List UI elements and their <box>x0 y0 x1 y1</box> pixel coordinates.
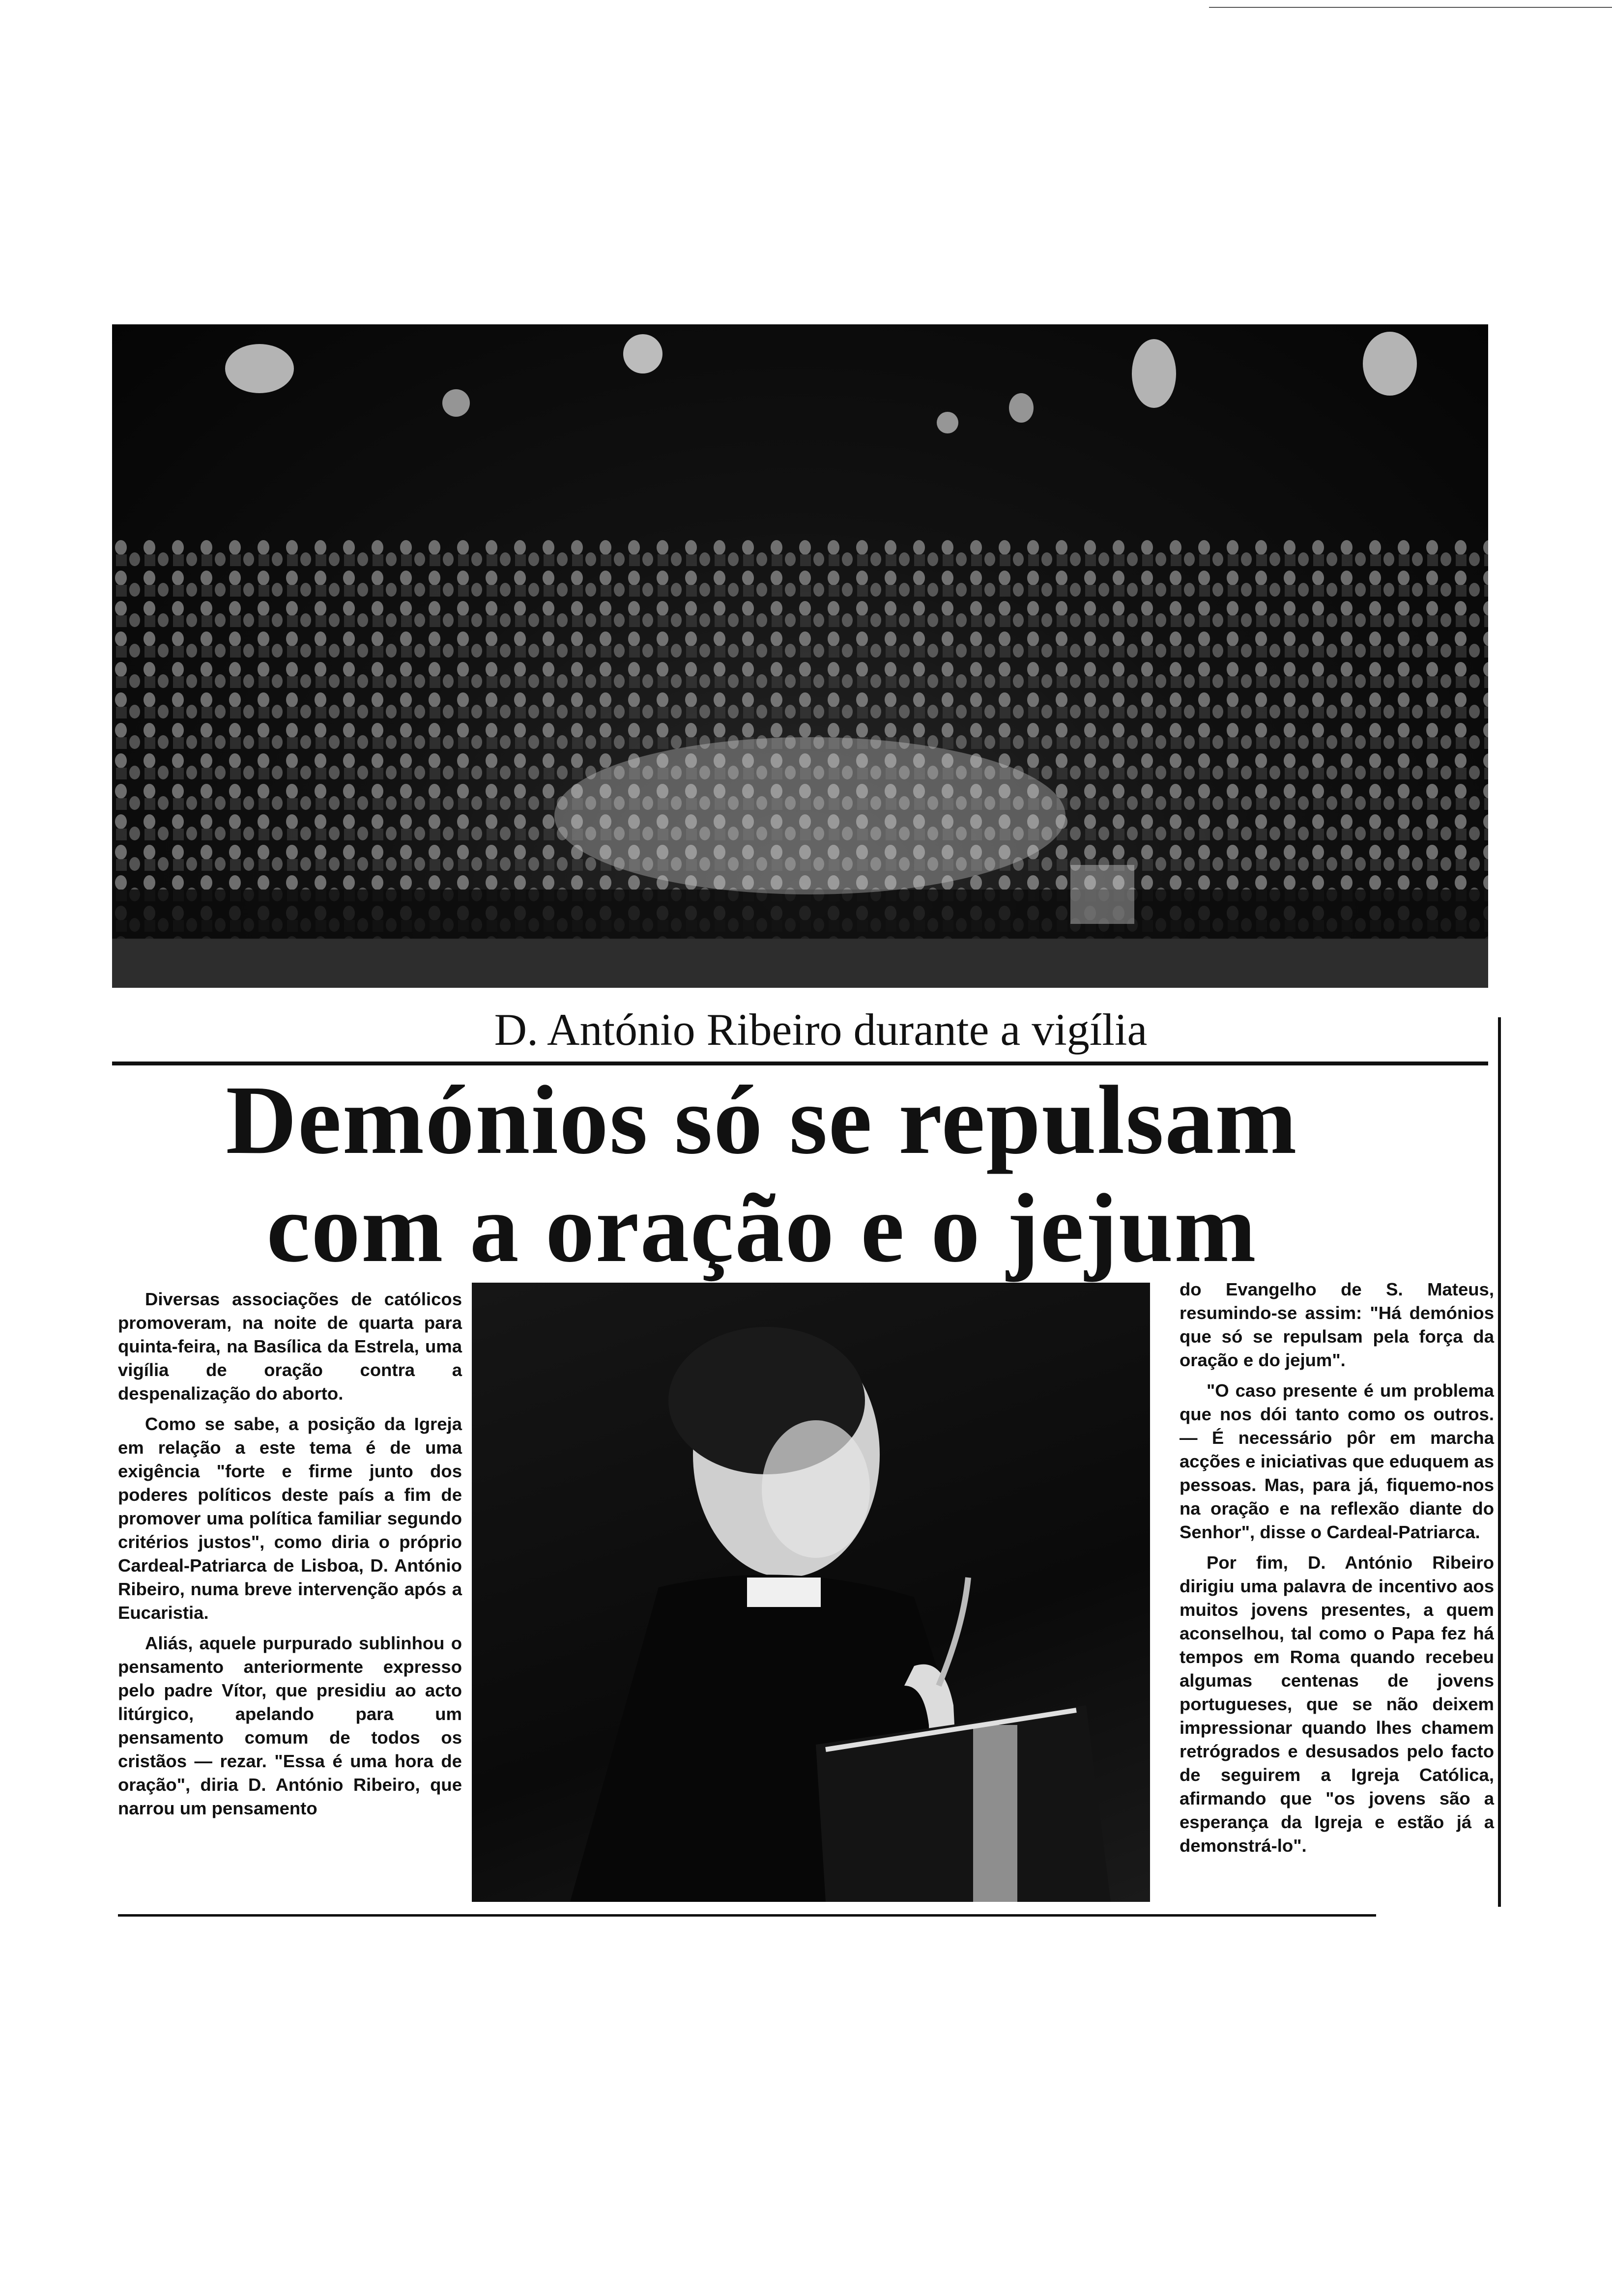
paragraph: "O caso presente é um problema que nos dói tanto como os outros. — É necessário pôr em marcha acções e iniciativas que eduquem as pessoas. Mas, para já, fiquemo-nos na oração e na reflexão diante do Senhor", disse o Cardeal-Patriarca. <box>1180 1380 1494 1542</box>
scan-edge-line <box>1209 7 1612 8</box>
paragraph: Por fim, D. António Ribeiro dirigiu uma palavra de incentivo aos muitos jovens presentes, a quem aconselhou, tal como o Papa fez há tempos em Roma quando recebeu algumas centenas de jovens portugueses, que se não deixem impressionar quando lhes chamem retrógrados e desusados pelo facto de seguirem a Igreja Católica, afirmando que "os jovens são a esperança da Igreja e estão já a demonstrá-lo". <box>1180 1552 1494 1856</box>
paragraph: Como se sabe, a posição da Igreja em relação a este tema é de uma exigência "forte e firme junto dos poderes políticos deste país a fim de promover uma política familiar segundo critérios justos", como diria o próprio Cardeal-Patriarca de Lisboa, D. António Ribeiro, numa breve intervenção após a Eucaristia. <box>118 1414 462 1623</box>
headline-line-1: Demónios só se repulsam <box>226 1066 1298 1175</box>
crowd-photo <box>112 324 1488 988</box>
crowd-illustration <box>112 324 1488 988</box>
headline-line-2: com a oração e o jejum <box>266 1174 1257 1283</box>
photo-caption: D. António Ribeiro durante a vigília <box>494 1004 1148 1055</box>
article-bottom-rule <box>118 1914 1376 1917</box>
caption-rule <box>112 1062 1488 1065</box>
article-left-column <box>118 1288 462 1827</box>
article-right-column <box>1180 1278 1494 1865</box>
cardinal-portrait-photo <box>472 1283 1150 1902</box>
paragraph: do Evangelho de S. Mateus, resumindo-se assim: "Há demónios que só se repulsam pela força da oração e do jejum". <box>1180 1279 1494 1370</box>
paragraph: Aliás, aquele purpurado sublinhou o pensamento anteriormente expresso pelo padre Vítor, que presidiu ao acto litúrgico, apelando para um pensamento comum de todos os cristãos — rezar. "Essa é uma hora de oração", diria D. António Ribeiro, que narrou um pensamento <box>118 1633 462 1818</box>
headline <box>147 1066 1376 1283</box>
portrait-illustration <box>472 1283 1150 1902</box>
paragraph: Diversas associações de católicos promoveram, na noite de quarta para quinta-feira, na Basílica da Estrela, uma vigília de oração contra a despenalização do aborto. <box>118 1289 462 1404</box>
clipping-edge-line <box>1498 1017 1501 1907</box>
